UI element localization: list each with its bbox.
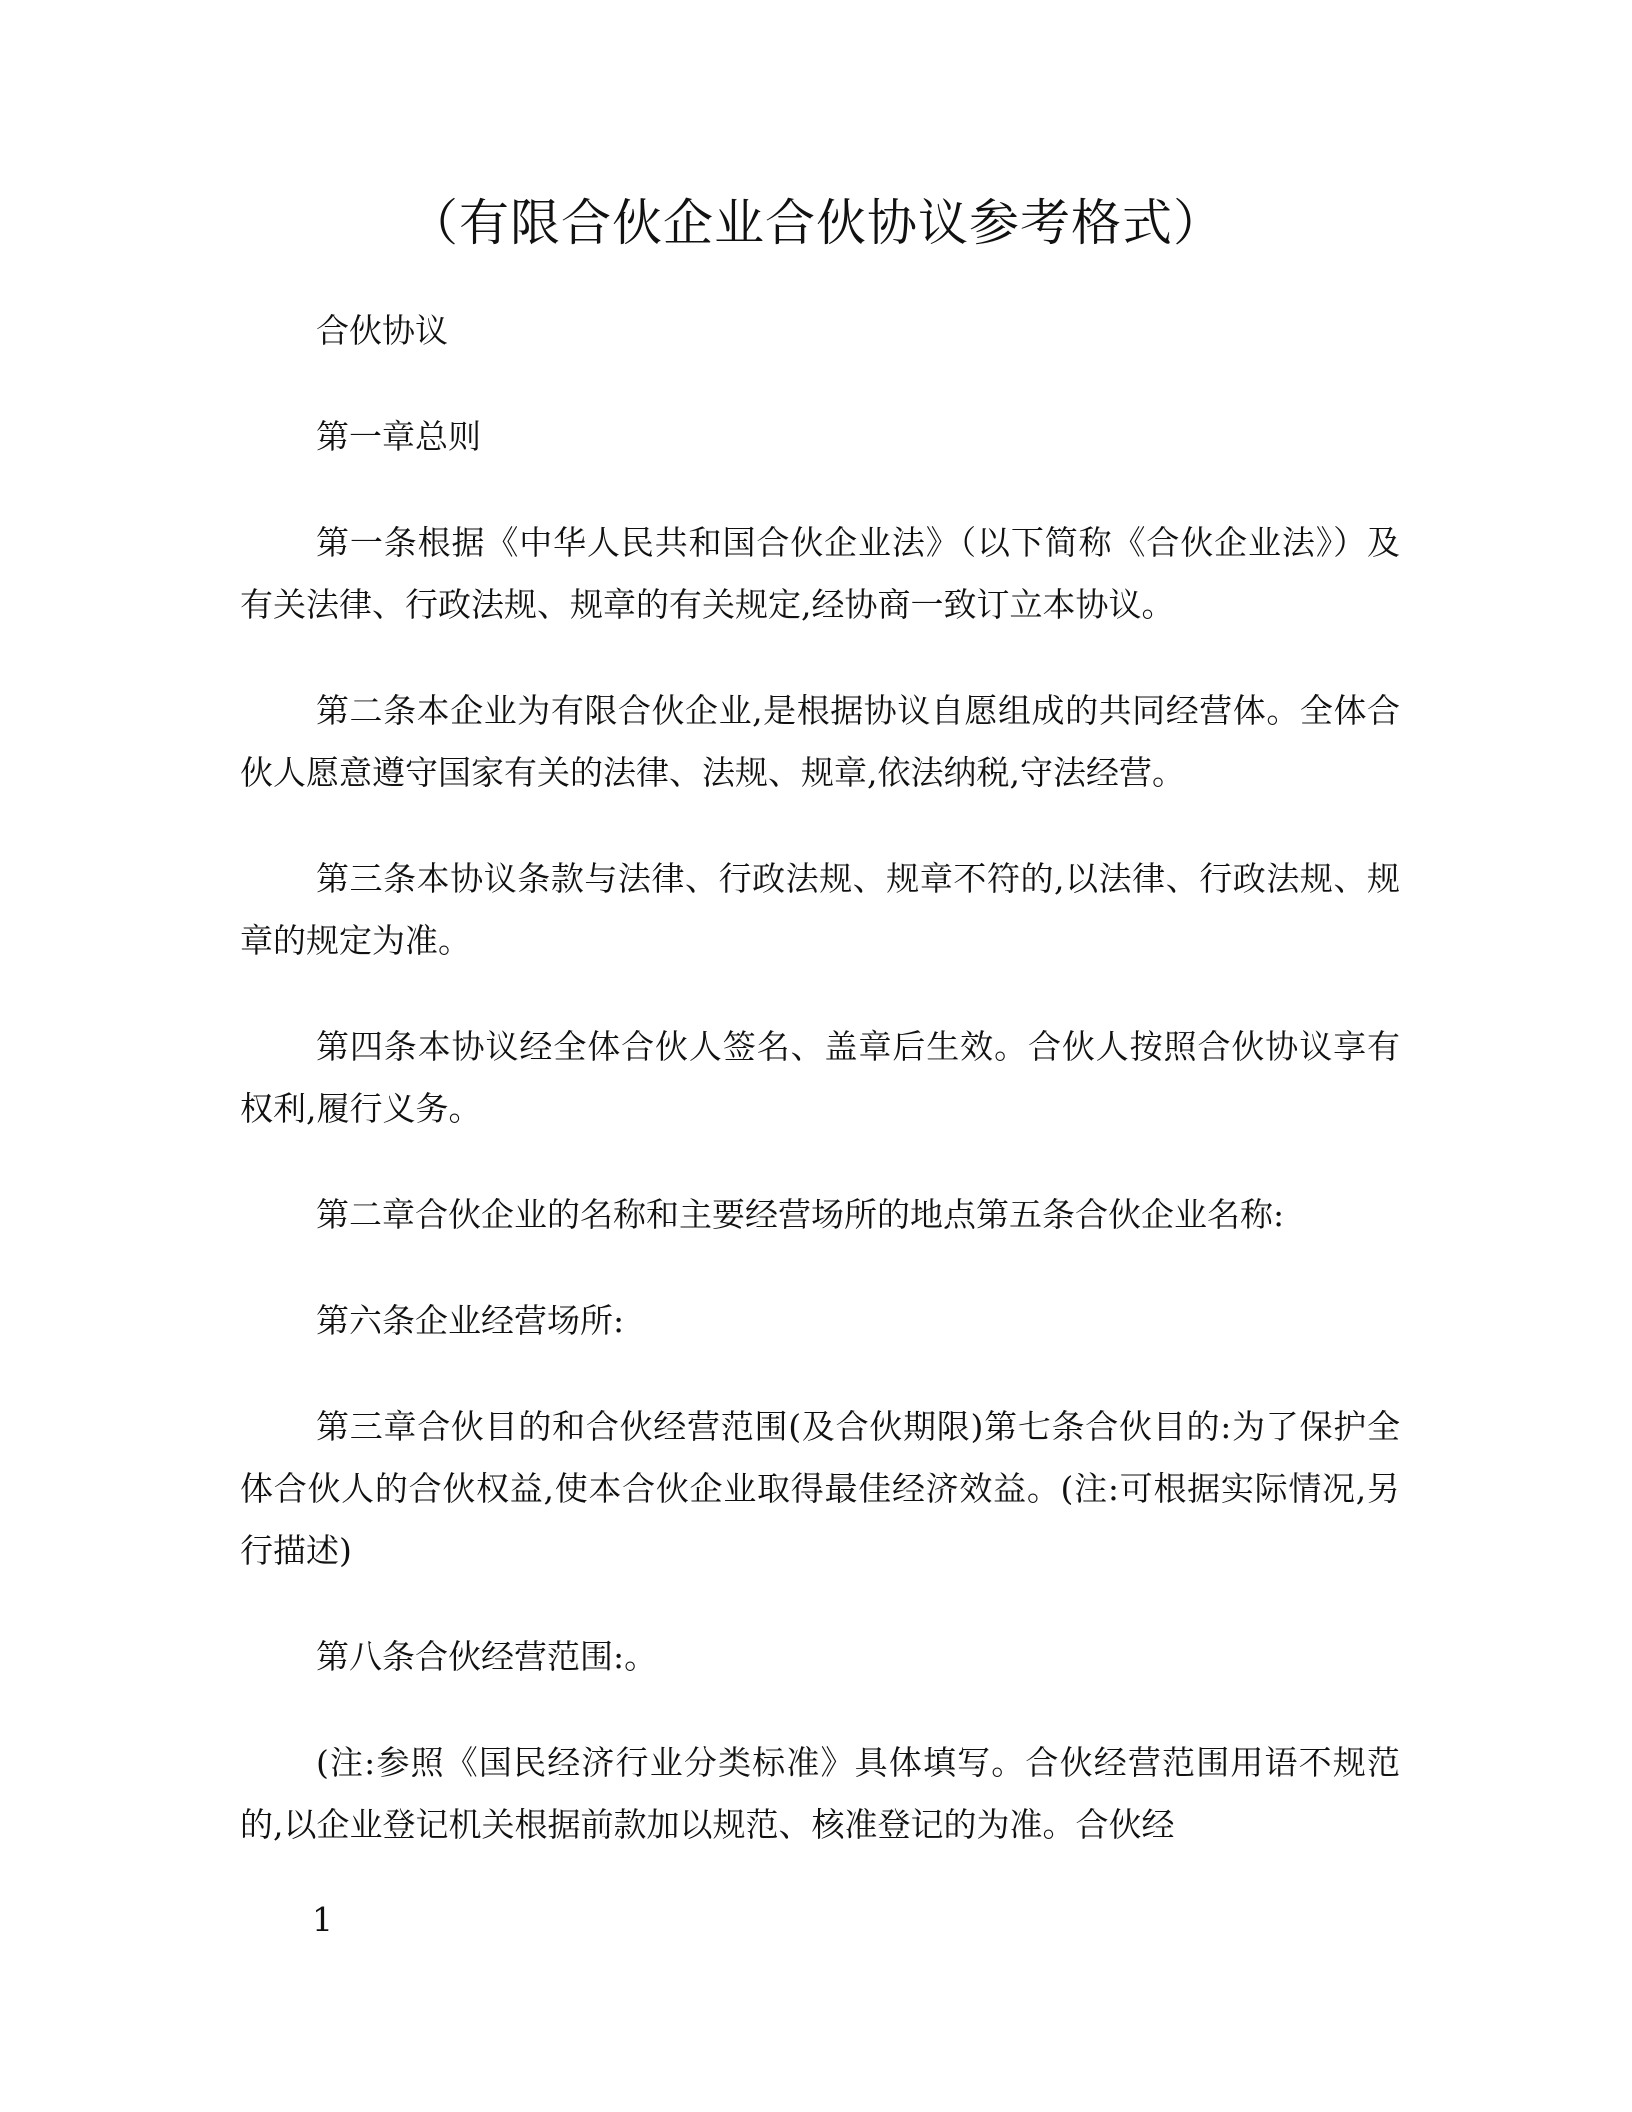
chapter-3-article-7: 第三章合伙目的和合伙经营范围(及合伙期限)第七条合伙目的:为了保护全体合伙人的合伙权益,使本合伙企业取得最佳经济效益。(注:可根据实际情况,另行描述) — [240, 1407, 1400, 1570]
article-1: 第一条根据《中华人民共和国合伙企业法》（以下简称《合伙企业法》）及有关法律、行政法规、规章的有关规定,经协商一致订立本协议。 — [240, 523, 1400, 624]
document-title: （有限合伙企业合伙协议参考格式） — [408, 194, 1224, 252]
chapter-1-heading: 第一章总则 — [316, 417, 481, 456]
article-2: 第二条本企业为有限合伙企业,是根据协议自愿组成的共同经营体。全体合伙人愿意遵守国家有关的法律、法规、规章,依法纳税,守法经营。 — [240, 691, 1400, 792]
document-body — [240, 300, 1400, 1900]
chapter-2-article-5: 第二章合伙企业的名称和主要经营场所的地点第五条合伙企业名称: — [316, 1195, 1285, 1234]
note-paragraph: (注:参照《国民经济行业分类标准》具体填写。合伙经营范围用语不规范的,以企业登记机关根据前款加以规范、核准登记的为准。合伙经 — [240, 1743, 1400, 1844]
article-3: 第三条本协议条款与法律、行政法规、规章不符的,以法律、行政法规、规章的规定为准。 — [240, 859, 1400, 960]
article-6: 第六条企业经营场所: — [316, 1301, 625, 1340]
article-4: 第四条本协议经全体合伙人签名、盖章后生效。合伙人按照合伙协议享有权利,履行义务。 — [240, 1027, 1400, 1128]
article-8: 第八条合伙经营范围:。 — [316, 1637, 658, 1676]
page-number: 1 — [312, 1900, 333, 1939]
heading-agreement: 合伙协议 — [316, 311, 448, 350]
